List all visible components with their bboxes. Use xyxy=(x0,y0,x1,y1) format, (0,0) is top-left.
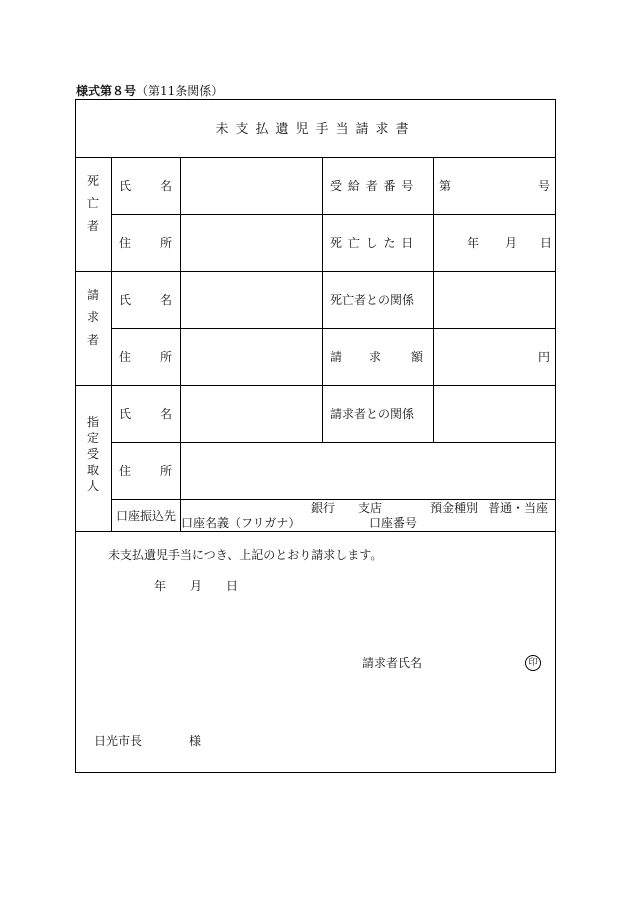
label-claim-amount-3: 額 xyxy=(411,350,424,364)
label-relation-deceased: 死亡者との関係 xyxy=(330,293,415,307)
label-claim-amount-2: 求 xyxy=(369,350,382,364)
label-transfer-account: 口座振込先 xyxy=(116,509,177,523)
label-claim-amount-1: 請 xyxy=(330,350,343,364)
section-claimant: 請 求 者 xyxy=(86,288,99,347)
statement-day: 日 xyxy=(226,579,239,593)
rule-row-2 xyxy=(75,271,556,272)
label-account-holder: 口座名義（フリガナ） xyxy=(181,516,301,530)
label-deposit-type: 預金種別 xyxy=(430,501,479,515)
label-name-1a: 氏 xyxy=(119,179,132,193)
statement-text: 未支払遺児手当につき、上記のとおり請求します。 xyxy=(108,548,383,562)
section-designee: 指 定 受 取 人 xyxy=(86,415,99,493)
label-deposit-options: 普通・当座 xyxy=(488,501,549,515)
label-name-2a: 氏 xyxy=(119,293,132,307)
label-branch: 支店 xyxy=(358,501,383,515)
rule-row-5 xyxy=(111,442,556,443)
form-reference: （第11条関係） xyxy=(136,84,224,98)
seal-icon: 印 xyxy=(525,655,541,671)
label-address-2b: 所 xyxy=(160,350,173,364)
label-recipient-number: 受 給 者 番 号 xyxy=(330,179,415,193)
rule-col-mid xyxy=(322,157,323,442)
label-death-year: 年 xyxy=(467,236,480,250)
label-bank: 銀行 xyxy=(311,501,336,515)
label-address-2a: 住 xyxy=(119,350,132,364)
label-yen: 円 xyxy=(538,350,551,364)
statement-year: 年 xyxy=(154,579,167,593)
addressee-honorific: 様 xyxy=(189,734,202,748)
label-death-day: 日 xyxy=(540,236,553,250)
rule-row-1 xyxy=(111,214,556,215)
rule-row-6 xyxy=(111,499,556,500)
label-name-2b: 名 xyxy=(160,293,173,307)
rule-col-label xyxy=(180,157,181,499)
claimant-name-label: 請求者氏名 xyxy=(362,656,423,670)
rule-col-right xyxy=(433,157,434,442)
addressee: 日光市長 xyxy=(94,734,143,748)
label-address-3b: 所 xyxy=(160,464,173,478)
label-account-number: 口座番号 xyxy=(369,516,418,530)
label-name-3a: 氏 xyxy=(119,407,132,421)
label-date-of-death: 死 亡 し た 日 xyxy=(330,236,415,250)
rule-row-4 xyxy=(75,385,556,386)
label-name-1b: 名 xyxy=(160,179,173,193)
form-frame xyxy=(75,99,556,773)
label-address-1b: 所 xyxy=(160,236,173,250)
label-name-3b: 名 xyxy=(160,407,173,421)
label-go: 号 xyxy=(538,179,551,193)
label-death-month: 月 xyxy=(505,236,518,250)
section-deceased: 死 亡 者 xyxy=(86,174,99,233)
rule-col-section xyxy=(111,157,112,531)
rule-row-3 xyxy=(111,328,556,329)
rule-table-bottom xyxy=(75,531,556,532)
label-address-1a: 住 xyxy=(119,236,132,250)
rule-title-bottom xyxy=(75,157,556,158)
form-title: 未支払遺児手当請求書 xyxy=(215,122,416,137)
statement-month: 月 xyxy=(190,579,203,593)
form-number: 様式第８号 xyxy=(76,84,137,98)
form-header xyxy=(76,85,223,97)
label-relation-claimant: 請求者との関係 xyxy=(330,407,415,421)
label-dai: 第 xyxy=(439,179,452,193)
label-address-3a: 住 xyxy=(119,464,132,478)
